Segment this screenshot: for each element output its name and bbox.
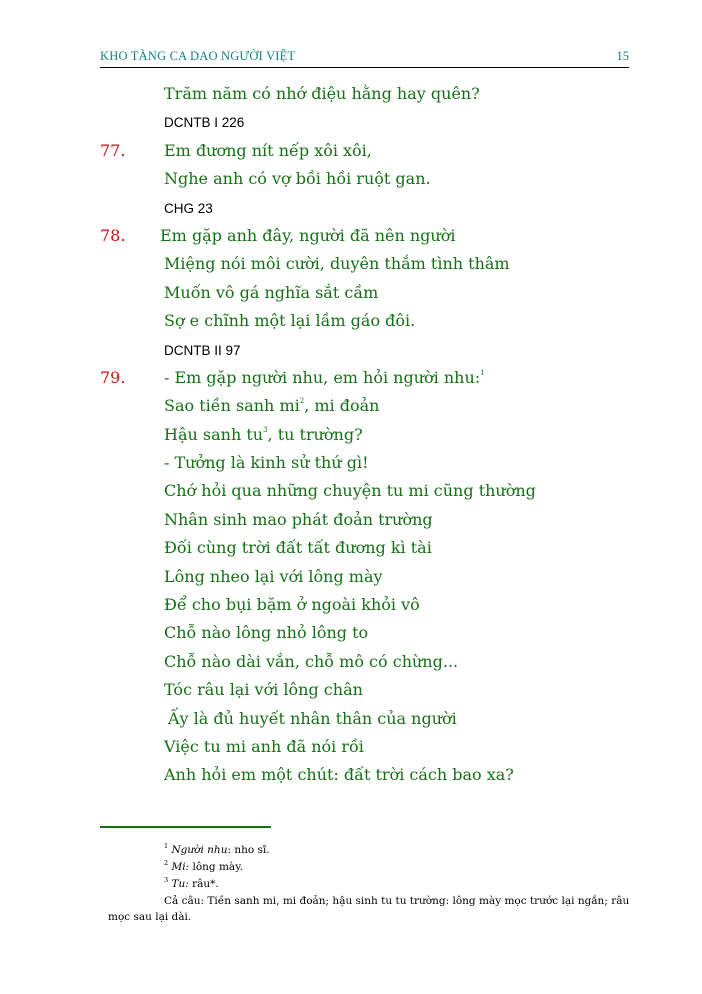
verse-text: Tóc râu lại với lông chân <box>164 680 363 700</box>
footnote-3: $^3$ Tu: râu*. <box>164 876 219 890</box>
verse-line <box>0 364 702 392</box>
source-citation <box>0 336 702 364</box>
source-text: DCNTB I 226 <box>164 115 245 131</box>
verse-text: Lông nheo lại với lông mày <box>164 566 383 586</box>
source-citation <box>0 108 702 136</box>
source-text: CHG 23 <box>164 200 213 216</box>
page-header <box>100 49 629 68</box>
footnote-separator <box>100 826 271 828</box>
verse-line <box>0 563 702 591</box>
verse-text: - Em gặp người nhu, em hỏi người nhu:$^1$ <box>164 367 485 387</box>
verse-line <box>0 506 702 534</box>
verse-line <box>0 80 702 108</box>
verse-line <box>0 676 702 704</box>
verse-line <box>0 222 702 250</box>
verse-text: Nghe anh có vợ bồi hồi ruột gan. <box>164 169 431 189</box>
verse-line <box>0 137 702 165</box>
source-text: DCNTB II 97 <box>164 342 241 358</box>
verse-line <box>0 619 702 647</box>
verse-text: - Tưởng là kinh sử thứ gì! <box>164 453 369 473</box>
verse-line <box>0 421 702 449</box>
source-citation <box>0 194 702 222</box>
verse-text: Chỗ nào dài vắn, chỗ mô có chừng... <box>164 651 459 671</box>
verse-line <box>0 250 702 278</box>
verse-number: 78. <box>100 225 126 245</box>
verse-text: Trăm năm có nhớ điệu hằng hay quên? <box>164 84 480 103</box>
footnote-1: $^1$ Người nhu: nho sĩ. <box>164 842 270 856</box>
footnote-marker: 3 <box>263 425 268 434</box>
verse-text: Hậu sanh $tu^3$, tu trường? <box>164 424 363 444</box>
verse-line <box>0 477 702 505</box>
book-title: KHO TÀNG CA DAO NGƯỜI VIỆT <box>100 49 296 63</box>
footnote-note: Cả câu: Tiền sanh mi, mi đoản; hậu sinh tu tu trường: lông mày mọc trước lại ngắn; râu mọc sau lại dài. <box>108 895 630 923</box>
footnote-marker: 2 <box>299 397 305 406</box>
verse-text: Đối cùng trời đất tất đương kì tài <box>164 538 432 558</box>
verse-text: Để cho bụi bặm ở ngoài khỏi vô <box>164 595 420 615</box>
verse-number: 77. <box>100 140 126 160</box>
verse-text: Sợ e chĩnh một lại lầm gáo đôi. <box>164 311 416 331</box>
verse-line <box>0 165 702 193</box>
footnote-marker: 1 <box>480 368 485 377</box>
poem-body <box>0 80 702 790</box>
verse-line <box>0 761 702 789</box>
verse-text: Sao tiền sanh $mi^2$, mi đoản <box>164 396 380 416</box>
verse-text: Em gặp anh đây, người đã nên người <box>160 225 456 245</box>
verse-text: Ấy là đủ huyết nhân thân của người <box>168 708 457 728</box>
verse-text: Chớ hỏi qua những chuyện tu mi cũng thường <box>164 481 536 501</box>
verse-line <box>0 591 702 619</box>
verse-line <box>0 449 702 477</box>
verse-text: Việc tu mi anh đã nói rồi <box>164 736 364 756</box>
verse-text: Miệng nói môi cười, duyên thắm tình thâm <box>164 254 510 274</box>
verse-line <box>0 279 702 307</box>
verse-line <box>0 392 702 420</box>
verse-text: Em đương nít nếp xôi xôi, <box>164 140 372 160</box>
verse-line <box>0 705 702 733</box>
footnote-2: $^2$ Mi: lông mày. <box>164 859 244 873</box>
verse-line <box>0 534 702 562</box>
verse-number: 79. <box>100 367 126 387</box>
verse-text: Muốn vô gá nghĩa sắt cầm <box>164 282 379 302</box>
verse-text: Chỗ nào lông nhỏ lông to <box>164 623 369 643</box>
verse-line <box>0 307 702 335</box>
verse-text: Anh hỏi em một chút: đất trời cách bao xa? <box>164 765 514 785</box>
page-number: 15 <box>616 49 629 63</box>
verse-line <box>0 733 702 761</box>
verse-text: Nhân sinh mao phát đoản trường <box>164 509 433 529</box>
verse-line <box>0 648 702 676</box>
